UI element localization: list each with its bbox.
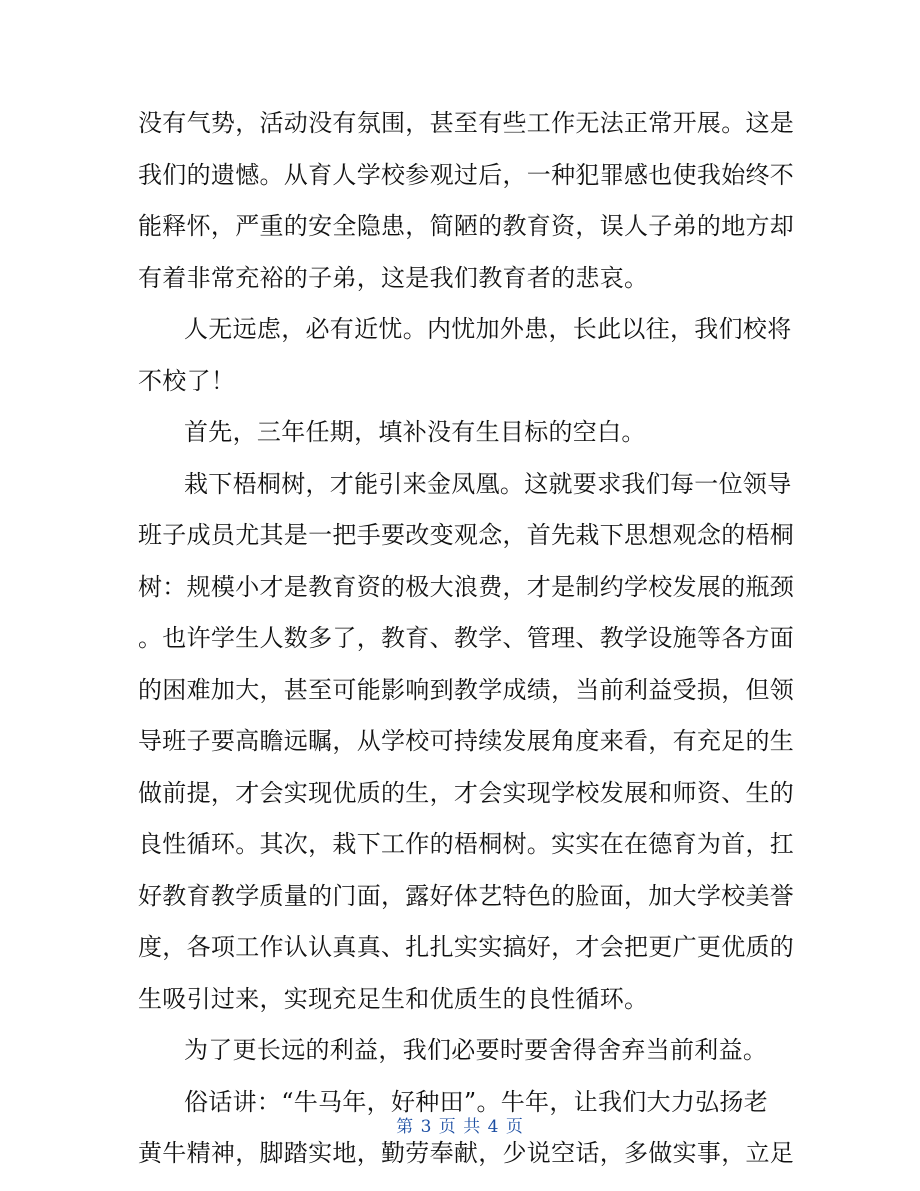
text-line: 能释怀，严重的安全隐患，简陋的教育资，误人子弟的地方却 <box>138 212 795 240</box>
text-line: 做前提，才会实现优质的生，才会实现学校发展和师资、生的 <box>138 778 795 807</box>
document-body <box>138 98 795 1180</box>
text-line: 俗话讲：“牛马年，好种田”。牛年，让我们大力弘扬老 <box>184 1087 769 1116</box>
text-line: 黄牛精神，脚踏实地，勤劳奉献，少说空话，多做实事，立足 <box>138 1139 795 1167</box>
text-line: 班子成员尤其是一把手要改变观念，首先栽下思想观念的梧桐 <box>138 521 795 549</box>
text-line: 栽下梧桐树，才能引来金凤凰。这就要求我们每一位领导 <box>184 469 792 498</box>
text-line: 度，各项工作认认真真、扎扎实实搞好，才会把更广更优质的 <box>138 933 795 961</box>
text-line: 良性循环。其次，栽下工作的梧桐树。实实在在德育为首，扛 <box>138 830 795 858</box>
text-line: 生吸引过来，实现充足生和优质生的良性循环。 <box>138 984 649 1013</box>
text-line: 首先，三年任期，填补没有生目标的空白。 <box>184 418 646 446</box>
text-line: 。也许学生人数多了，教育、教学、管理、教学设施等各方面 <box>138 624 795 652</box>
text-line: 为了更长远的利益，我们必要时要舍得舍弃当前利益。 <box>184 1036 768 1064</box>
text-line: 人无远虑，必有近忧。内忧加外患，长此以往，我们校将 <box>184 315 792 343</box>
text-line: 没有气势，活动没有氛围，甚至有些工作无法正常开展。这是 <box>138 109 795 137</box>
text-line: 有着非常充裕的子弟，这是我们教育者的悲哀。 <box>138 263 649 292</box>
text-line: 导班子要高瞻远瞩，从学校可持续发展角度来看，有充足的生 <box>138 727 795 755</box>
text-line: 我们的遗憾。从育人学校参观过后，一种犯罪感也使我始终不 <box>138 160 795 189</box>
page-number-footer: 第 3 页 共 4 页 <box>396 1117 524 1137</box>
text-line: 好教育教学质量的门面，露好体艺特色的脸面，加大学校美誉 <box>138 881 795 910</box>
text-line: 不校了！ <box>138 366 236 395</box>
text-line: 树：规模小才是教育资的极大浪费，才是制约学校发展的瓶颈 <box>138 572 795 601</box>
text-line: 的困难加大，甚至可能影响到教学成绩，当前利益受损，但领 <box>138 675 795 704</box>
